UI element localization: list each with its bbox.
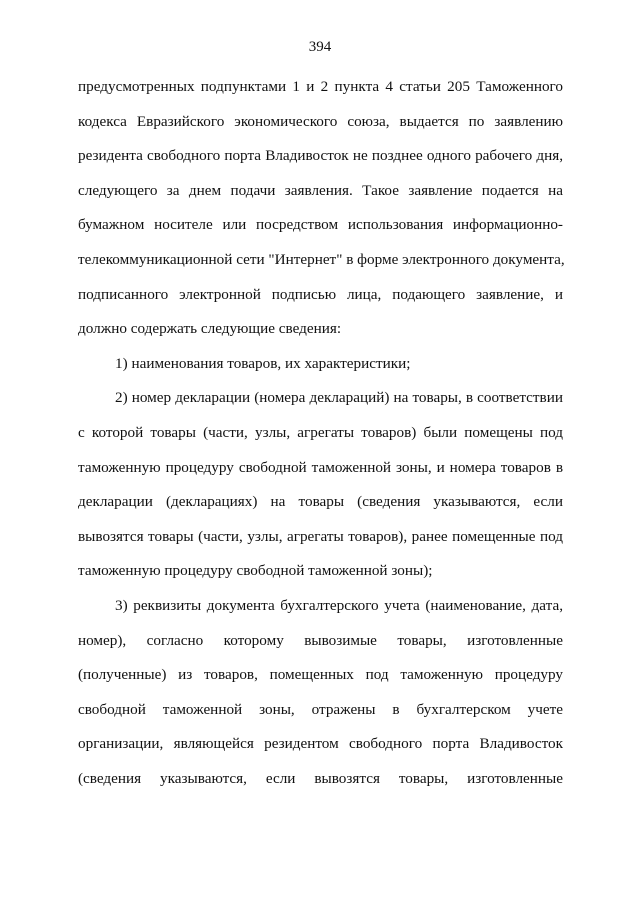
text-line: следующего за днем подачи заявления. Такое заявление подается на xyxy=(78,181,563,199)
text-line: свободной таможенной зоны, отражены в бухгалтерском учете xyxy=(78,700,563,718)
page-number: 394 xyxy=(308,39,332,55)
text-line: организации, являющейся резидентом свободного порта Владивосток xyxy=(78,735,563,753)
text-line: таможенную процедуру свободной таможенной зоны); xyxy=(78,562,433,580)
text-line: кодекса Евразийского экономического союза, выдается по заявлению xyxy=(78,112,563,130)
text-line: подписанного электронной подписью лица, подающего заявление, и xyxy=(78,285,563,303)
text-line: таможенную процедуру свободной таможенной зоны, и номера товаров в xyxy=(78,458,563,476)
text-line: с которой товары (части, узлы, агрегаты товаров) были помещены под xyxy=(78,423,563,441)
text-line: резидента свободного порта Владивосток не позднее одного рабочего дня, xyxy=(78,147,563,165)
text-line: 1) наименования товаров, их характеристики; xyxy=(115,354,411,372)
text-line: 3) реквизиты документа бухгалтерского учета (наименование, дата, xyxy=(115,596,563,614)
text-line: декларации (декларациях) на товары (сведения указываются, если xyxy=(78,493,563,511)
text-line: номер), согласно которому вывозимые товары, изготовленные xyxy=(78,631,563,649)
text-line: предусмотренных подпунктами 1 и 2 пункта 4 статьи 205 Таможенного xyxy=(78,78,563,95)
text-line: вывозятся товары (части, узлы, агрегаты товаров), ранее помещенные под xyxy=(78,527,563,545)
text-line: (сведения указываются, если вывозятся товары, изготовленные xyxy=(78,769,563,787)
text-line: телекоммуникационной сети "Интернет" в форме электронного документа, xyxy=(78,250,565,268)
text-line: (полученные) из товаров, помещенных под таможенную процедуру xyxy=(78,666,563,684)
text-line: должно содержать следующие сведения: xyxy=(78,320,342,338)
document-body xyxy=(78,70,563,796)
text-line: 2) номер декларации (номера деклараций) на товары, в соответствии xyxy=(115,389,563,407)
text-line: бумажном носителе или посредством использования информационно- xyxy=(78,216,563,234)
